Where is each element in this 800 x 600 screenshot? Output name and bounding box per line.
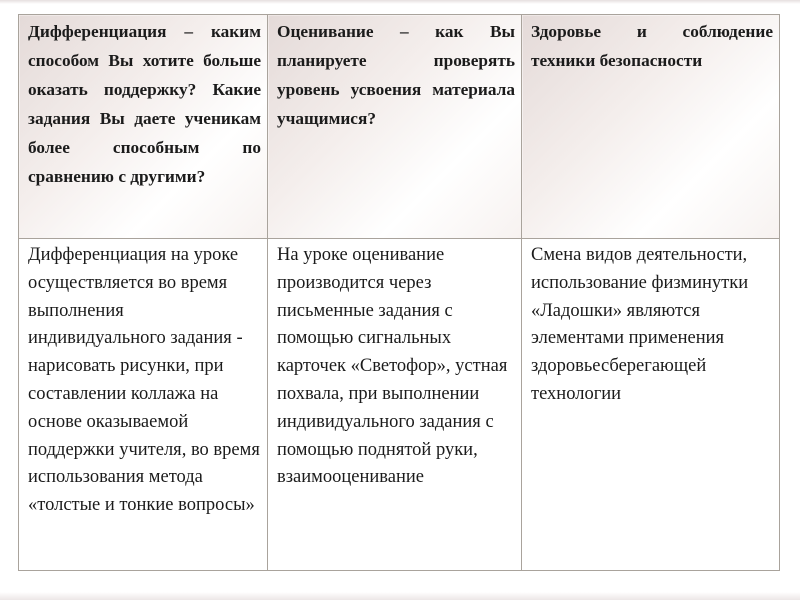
assessment-text: На уроке оценивание производится через письменные задания с помощью сигнальных карточек «Светофор», устная похвала, при выполнении индивидуального задания с помощью поднятой руки, взаимооценивание [277,245,508,488]
differentiation-text: Дифференциация на уроке осуществляется во время выполнения индивидуального задания - нарисовать рисунки, при составлении коллажа на основе оказываемой поддержки учителя, во время использования метода «толстые и тонкие вопросы» [28,245,260,516]
header-cell-health-safety [522,15,780,239]
lesson-plan-table [18,14,780,571]
header-health-safety-text: Здоровье и соблюдение техники безопасности [531,22,773,70]
cell-differentiation [19,239,268,571]
health-safety-text: Смена видов деятельности, использование физминутки «Ладошки» являются элементами применения здоровьесберегающей технологии [531,245,749,404]
header-assessment-text: Оценивание – как Вы планируете проверять уровень усвоения материала учащимися? [277,22,515,128]
header-differentiation-text: Дифференциация – каким способом Вы хотите больше оказать поддержку? Какие задания Вы даете ученикам более способным по сравнению с другими? [28,22,261,186]
table-header-row [19,15,780,239]
slide-bottom-edge [0,592,800,600]
table-row [19,239,780,571]
slide-top-edge [0,0,800,4]
cell-health-safety [522,239,780,571]
header-cell-differentiation [19,15,268,239]
header-cell-assessment [268,15,522,239]
cell-assessment [268,239,522,571]
